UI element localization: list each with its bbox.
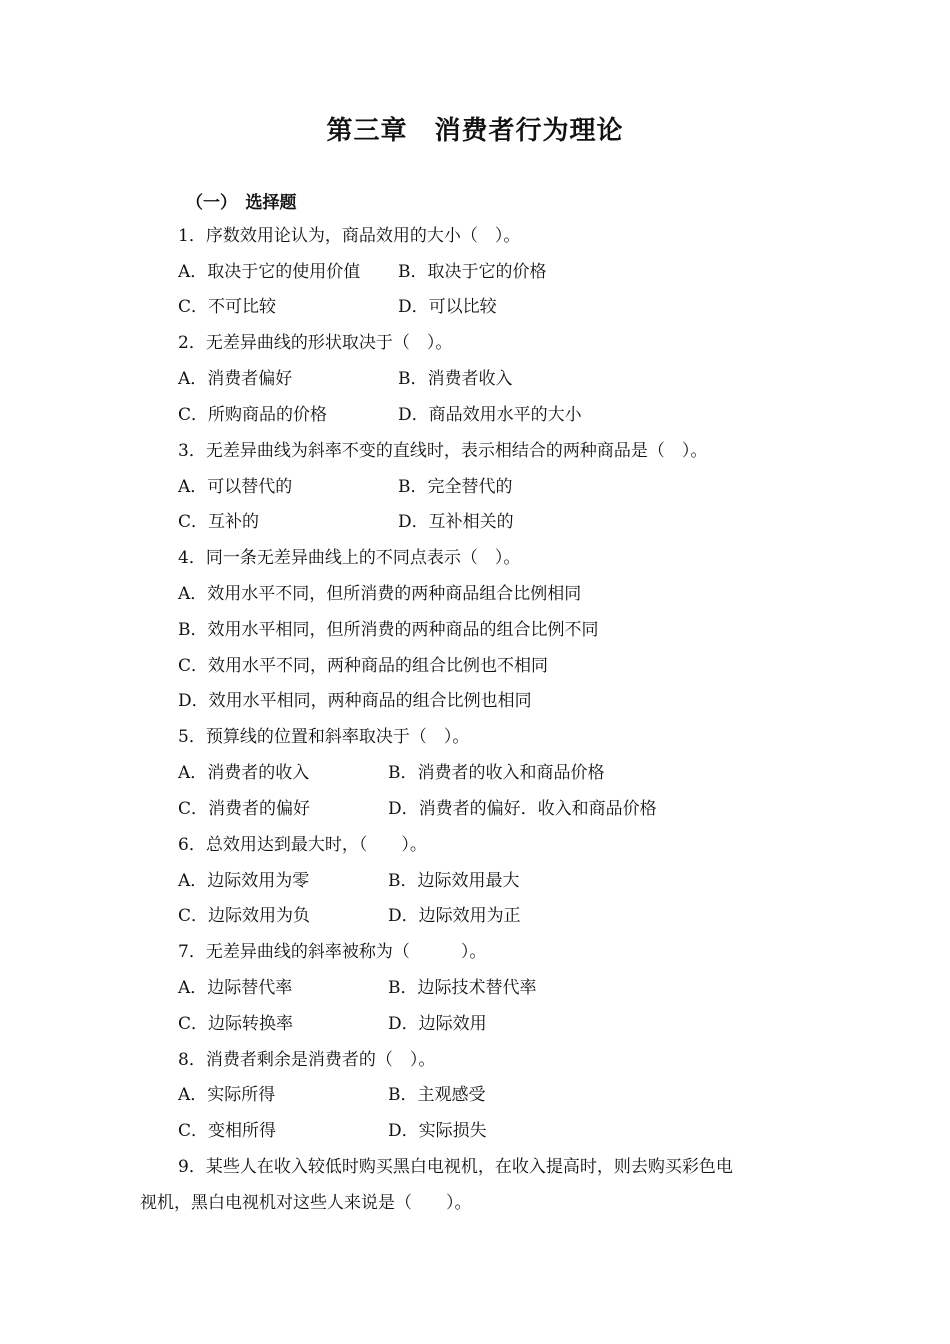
q2-option-c: C．所购商品的价格 [178,405,328,425]
q4-option-b: B．效用水平相同，但所消费的两种商品的组合比例不同 [178,620,599,640]
question-7: 7．无差异曲线的斜率被称为（ ）。 [178,942,487,962]
q3-option-c: C．互补的 [178,512,260,532]
q4-option-a: A．效用水平不同，但所消费的两种商品组合比例相同 [178,584,582,604]
q6-option-a: A．边际效用为零 [178,871,310,891]
q1-option-c: C．不可比较 [178,297,277,317]
q5-option-b: B．消费者的收入和商品价格 [388,763,605,783]
q4-option-c: C．效用水平不同，两种商品的组合比例也不相同 [178,656,549,676]
question-8: 8．消费者剩余是消费者的（ ）。 [178,1050,436,1070]
q7-option-d: D．边际效用 [388,1014,487,1034]
q1-option-a: A．取决于它的使用价值 [178,262,361,282]
q8-option-d: D．实际损失 [388,1121,487,1141]
q5-option-c: C．消费者的偏好 [178,799,311,819]
q5-option-a: A．消费者的收入 [178,763,310,783]
q3-option-d: D．互补相关的 [398,512,514,532]
question-5: 5．预算线的位置和斜率取决于（ ）。 [178,727,470,747]
q8-option-a: A．实际所得 [178,1085,276,1105]
q1-option-d: D．可以比较 [398,297,497,317]
q2-option-a: A．消费者偏好 [178,369,293,389]
q5-option-d: D．消费者的偏好．收入和商品价格 [388,799,657,819]
q2-option-b: B．消费者收入 [398,369,513,389]
question-6: 6．总效用达到最大时，（ ）。 [178,835,427,855]
q1-option-b: B．取决于它的价格 [398,262,547,282]
q8-option-b: B．主观感受 [388,1085,486,1105]
question-9-line-2: 视机，黑白电视机对这些人来说是（ ）。 [140,1193,472,1213]
question-9-line-1: 9．某些人在收入较低时购买黑白电视机，在收入提高时，则去购买彩色电 [178,1157,733,1177]
section-heading: （一） 选择题 [186,193,297,213]
question-1: 1．序数效用论认为，商品效用的大小（ ）。 [178,226,521,246]
q3-option-b: B．完全替代的 [398,477,513,497]
question-2: 2．无差异曲线的形状取决于（ ）。 [178,333,453,353]
q7-option-a: A．边际替代率 [178,978,293,998]
chapter-title: 第三章 消费者行为理论 [326,116,624,146]
question-4: 4．同一条无差异曲线上的不同点表示（ ）。 [178,548,521,568]
q6-option-b: B．边际效用最大 [388,871,520,891]
q4-option-d: D．效用水平相同，两种商品的组合比例也相同 [178,691,532,711]
q7-option-b: B．边际技术替代率 [388,978,537,998]
q6-option-d: D．边际效用为正 [388,906,521,926]
q8-option-c: C．变相所得 [178,1121,277,1141]
q6-option-c: C．边际效用为负 [178,906,311,926]
q7-option-c: C．边际转换率 [178,1014,294,1034]
q3-option-a: A．可以替代的 [178,477,293,497]
q2-option-d: D．商品效用水平的大小 [398,405,582,425]
question-3: 3．无差异曲线为斜率不变的直线时，表示相结合的两种商品是（ ）。 [178,441,708,461]
